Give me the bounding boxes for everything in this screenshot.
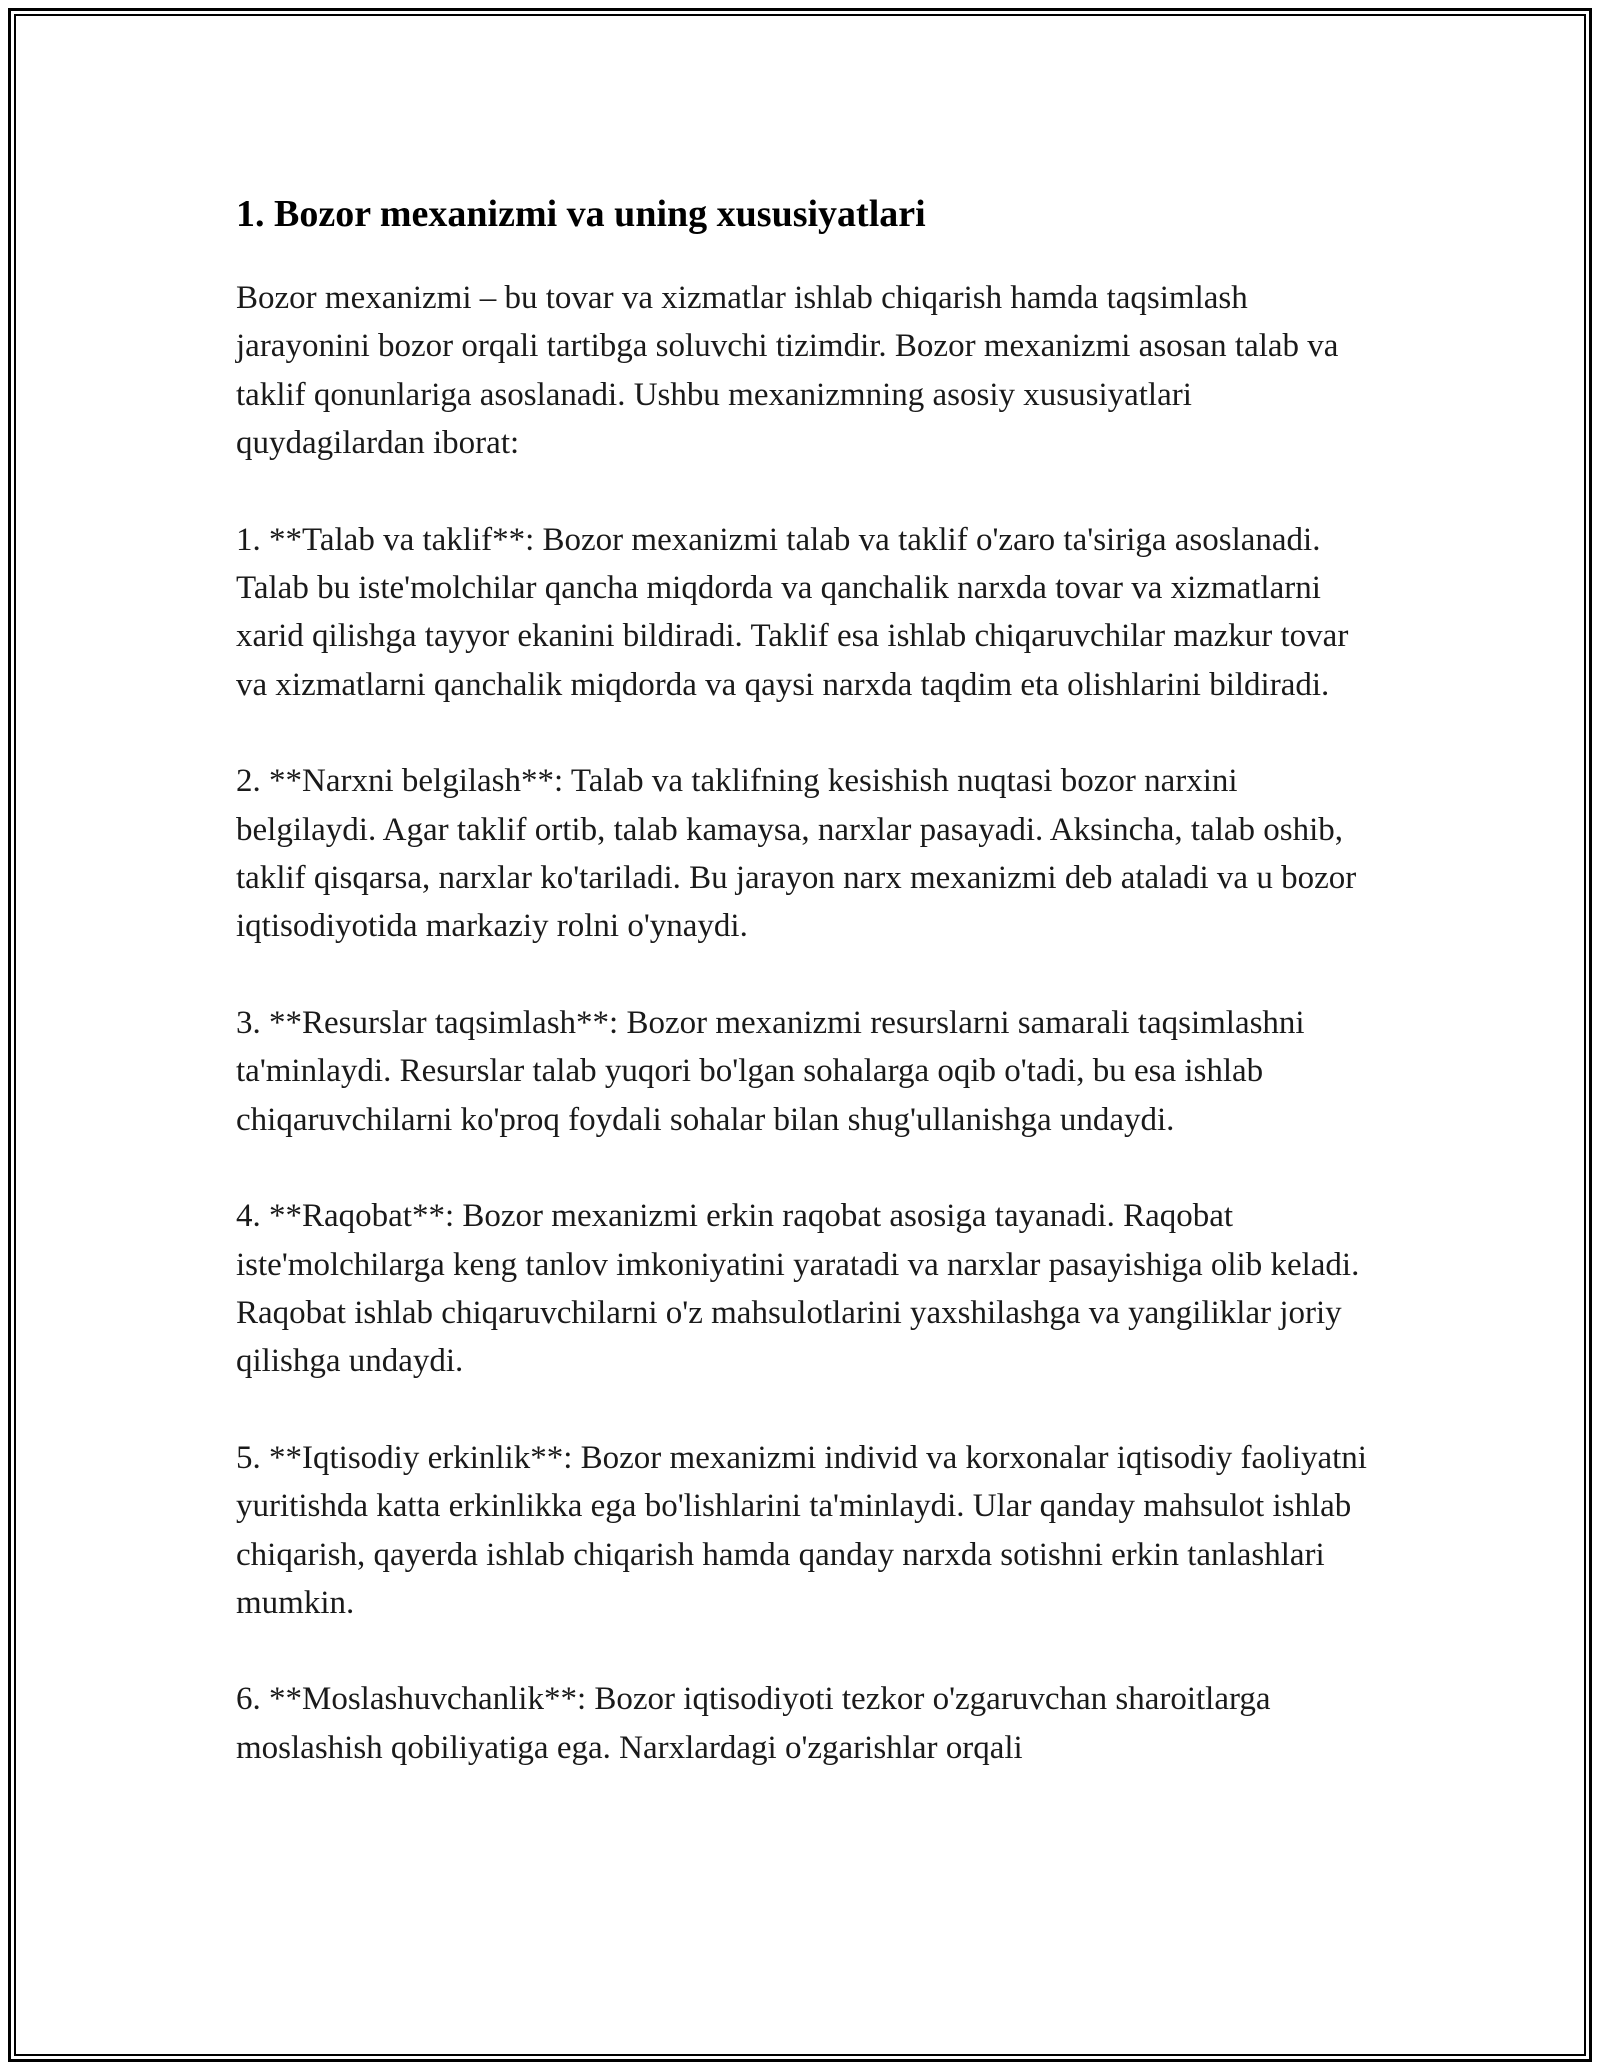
list-item-talab-va-taklif: 1. **Talab va taklif**: Bozor mexanizmi talab va taklif o'zaro ta'siriga asoslanadi. Talab bu iste'molchilar qancha miqdorda va qanchalik narxda tovar va xizmatlarni xarid qilishga tayyor ekanini bildiradi. Taklif esa ishlab chiqaruvchilar mazkur tovar va xizmatlarni qanchalik miqdorda va qaysi narxda taqdim eta olishlarini bildiradi. xyxy=(236,521,1349,703)
intro-paragraph: Bozor mexanizmi – bu tovar va xizmatlar ishlab chiqarish hamda taqsimlash jarayonini bozor orqali tartibga soluvchi tizimdir. Bozor mexanizmi asosan talab va taklif qonunlariga asoslanadi. Ushbu mexanizmning asosiy xususiyatlari quydagilardan iborat: xyxy=(236,280,1339,462)
list-item-iqtisodiy-erkinlik: 5. **Iqtisodiy erkinlik**: Bozor mexanizmi individ va korxonalar iqtisodiy faoliyatni yuritishda katta erkinlikka ega bo'lishlarini ta'minlaydi. Ular qanday mahsulot ishlab chiqarish, qayerda ishlab chiqarish hamda qanday narxda sotishni erkin tanlashlari mumkin. xyxy=(236,1439,1367,1621)
list-item-raqobat: 4. **Raqobat**: Bozor mexanizmi erkin raqobat asosiga tayanadi. Raqobat iste'molchilarga keng tanlov imkoniyatini yaratadi va narxlar pasayishiga olib keladi. Raqobat ishlab chiqaruvchilarni o'z mahsulotlarini yaxshilashga va yangiliklar joriy qilishga undaydi. xyxy=(236,1198,1360,1380)
document-body xyxy=(236,188,1386,1820)
section-heading: 1. Bozor mexanizmi va uning xususiyatlari xyxy=(236,193,926,235)
list-item-resurslar-taqsimlash: 3. **Resurslar taqsimlash**: Bozor mexanizmi resurslarni samarali taqsimlashni ta'minlaydi. Resurslar talab yuqori bo'lgan sohalarga oqib o'tadi, bu esa ishlab chiqaruvchilarni ko'proq foydali sohalar bilan shug'ullanishga undaydi. xyxy=(236,1004,1305,1138)
list-item-moslashuvchanlik: 6. **Moslashuvchanlik**: Bozor iqtisodiyoti tezkor o'zgaruvchan sharoitlarga moslashish qobiliyatiga ega. Narxlardagi o'zgarishlar orqali xyxy=(236,1681,1271,1766)
list-item-narxni-belgilash: 2. **Narxni belgilash**: Talab va taklifning kesishish nuqtasi bozor narxini belgilaydi. Agar taklif ortib, talab kamaysa, narxlar pasayadi. Aksincha, talab oshib, taklif qisqarsa, narxlar ko'tariladi. Bu jarayon narx mexanizmi deb ataladi va u bozor iqtisodiyotida markaziy rolni o'ynaydi. xyxy=(236,763,1357,945)
